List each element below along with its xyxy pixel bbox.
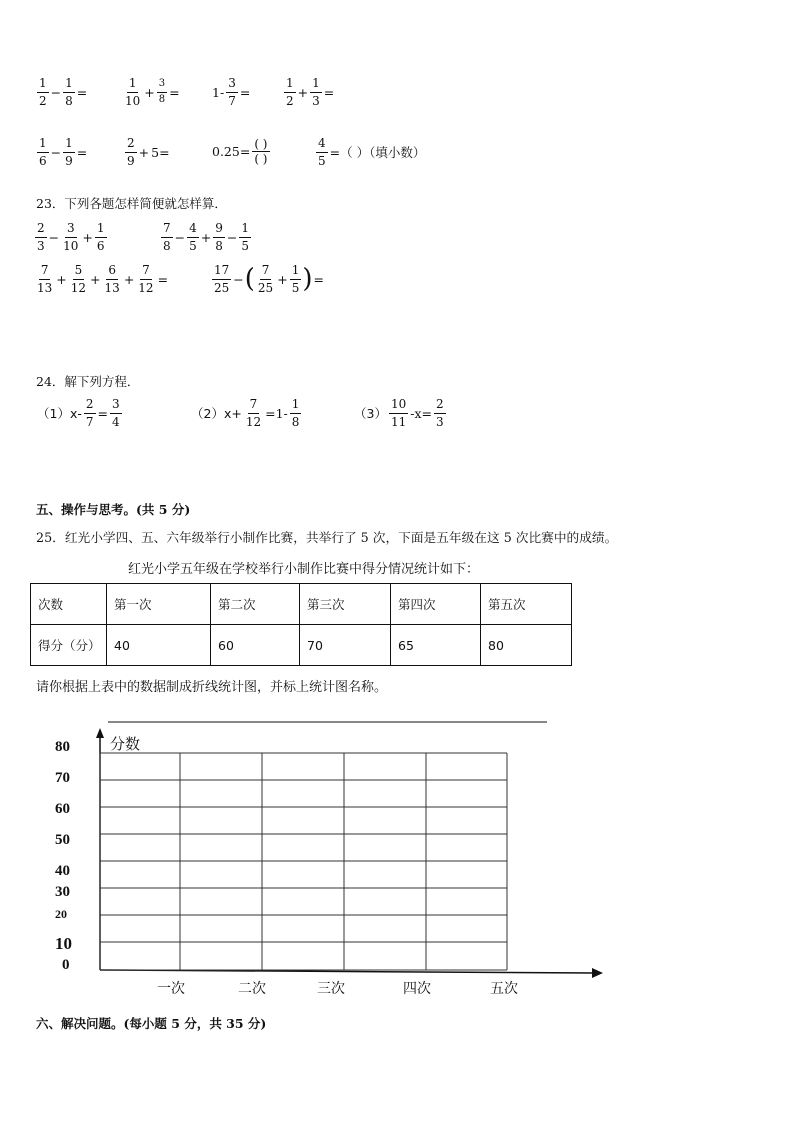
table-header-cell: 第二次 bbox=[211, 584, 300, 625]
section-5-heading: 五、操作与思考。(共 5 分) bbox=[36, 502, 191, 517]
fraction-blank: ( ) ( ) bbox=[254, 137, 268, 167]
y-axis-label: 分数 bbox=[110, 735, 141, 753]
x-tick-label: 三次 bbox=[317, 981, 345, 997]
chart-instruction: 请你根据上表中的数据制成折线统计图，并标上统计图名称。 bbox=[36, 680, 388, 695]
calc-item-2-4: $\frac{4}{5}$ =（ ）（填小数） bbox=[318, 136, 426, 168]
fraction: $\frac{1}{2}$ bbox=[39, 76, 47, 108]
table-cell: 40 bbox=[107, 625, 211, 666]
calc-item-1-3: 1- $\frac{3}{7}$ = bbox=[212, 76, 251, 108]
table-cell: 65 bbox=[391, 625, 481, 666]
expression-23-4: $\frac{17}{25}$ − ( $\frac{7}{25}$ + $\frac{1}{5}$ ) = bbox=[214, 263, 324, 295]
y-tick-label: 0 bbox=[62, 956, 70, 973]
table-cell: 60 bbox=[211, 625, 300, 666]
x-axis-arrow-icon bbox=[592, 968, 603, 978]
table-header-cell: 第四次 bbox=[391, 584, 481, 625]
expression-23-2: $\frac{7}{8}$ − $\frac{4}{5}$ + $\frac{9}{8}$ − $\frac{1}{5}$ bbox=[163, 221, 250, 253]
y-tick-label: 80 bbox=[55, 738, 70, 755]
expression-23-1: $\frac{2}{3}$ − $\frac{3}{10}$ + $\frac{1}{6}$ bbox=[37, 221, 105, 253]
chart-grid bbox=[100, 753, 507, 970]
x-tick-label: 五次 bbox=[490, 981, 518, 997]
expression-23-3: $\frac{7}{13}$ + $\frac{5}{12}$ + $\frac{6}{13}$ + $\frac{7}{12}$ = bbox=[37, 263, 169, 295]
table-header-cell: 第五次 bbox=[481, 584, 572, 625]
fraction: $\frac{1}{8}$ bbox=[65, 76, 73, 108]
question-23-title: 23．下列各题怎样简便就怎样算． bbox=[36, 196, 227, 211]
equation-24-3: （3） $\frac{10}{11}$ -x= $\frac{2}{3}$ bbox=[354, 397, 444, 429]
calc-item-2-1: $\frac{1}{6}$ − $\frac{1}{9}$ = bbox=[39, 136, 88, 168]
equation-24-1: （1）x- $\frac{2}{7}$ = $\frac{3}{4}$ bbox=[37, 397, 120, 429]
table-cell: 80 bbox=[481, 625, 572, 666]
section-6-heading: 六、解决问题。(每小题 5 分，共 35 分) bbox=[36, 1016, 267, 1031]
x-tick-label: 四次 bbox=[403, 981, 431, 997]
table-header-cell: 次数 bbox=[31, 584, 107, 625]
calc-item-1-2: $\frac{1}{10}$ + $\frac{3}{8}$ = bbox=[125, 76, 180, 108]
calc-item-1-4: $\frac{1}{2}$ + $\frac{1}{3}$ = bbox=[286, 76, 335, 108]
table-cell: 70 bbox=[300, 625, 391, 666]
y-tick-label: 50 bbox=[55, 831, 70, 848]
y-tick-label: 60 bbox=[55, 800, 70, 817]
y-tick-label: 30 bbox=[55, 883, 70, 900]
question-24-title: 24．解下列方程． bbox=[36, 374, 140, 389]
table-header-cell: 第三次 bbox=[300, 584, 391, 625]
equation-24-2: （2）x+ $\frac{7}{12}$ =1- $\frac{1}{8}$ bbox=[191, 397, 300, 429]
question-25-title: 25．红光小学四、五、六年级举行小制作比赛，共举行了 5 次，下面是五年级在这 5 次比赛中的成绩。 bbox=[36, 530, 618, 545]
calc-item-1-1: $\frac{1}{2}$ − $\frac{1}{8}$ = bbox=[39, 76, 88, 108]
table-header-cell: 第一次 bbox=[107, 584, 211, 625]
x-tick-label: 一次 bbox=[157, 981, 185, 997]
x-tick-label: 二次 bbox=[238, 981, 266, 997]
calc-item-2-3: 0.25= ( ) ( ) bbox=[212, 137, 268, 167]
table-cell: 得分（分） bbox=[31, 625, 107, 666]
y-tick-label: 10 bbox=[55, 934, 72, 954]
y-tick-label: 20 bbox=[55, 906, 67, 921]
calc-item-2-2: $\frac{2}{9}$ + 5= bbox=[127, 136, 170, 168]
y-tick-label: 70 bbox=[55, 769, 70, 786]
y-axis-arrow-icon bbox=[96, 728, 104, 738]
table-caption: 红光小学五年级在学校举行小制作比赛中得分情况统计如下： bbox=[128, 562, 480, 577]
y-tick-label: 40 bbox=[55, 862, 70, 879]
